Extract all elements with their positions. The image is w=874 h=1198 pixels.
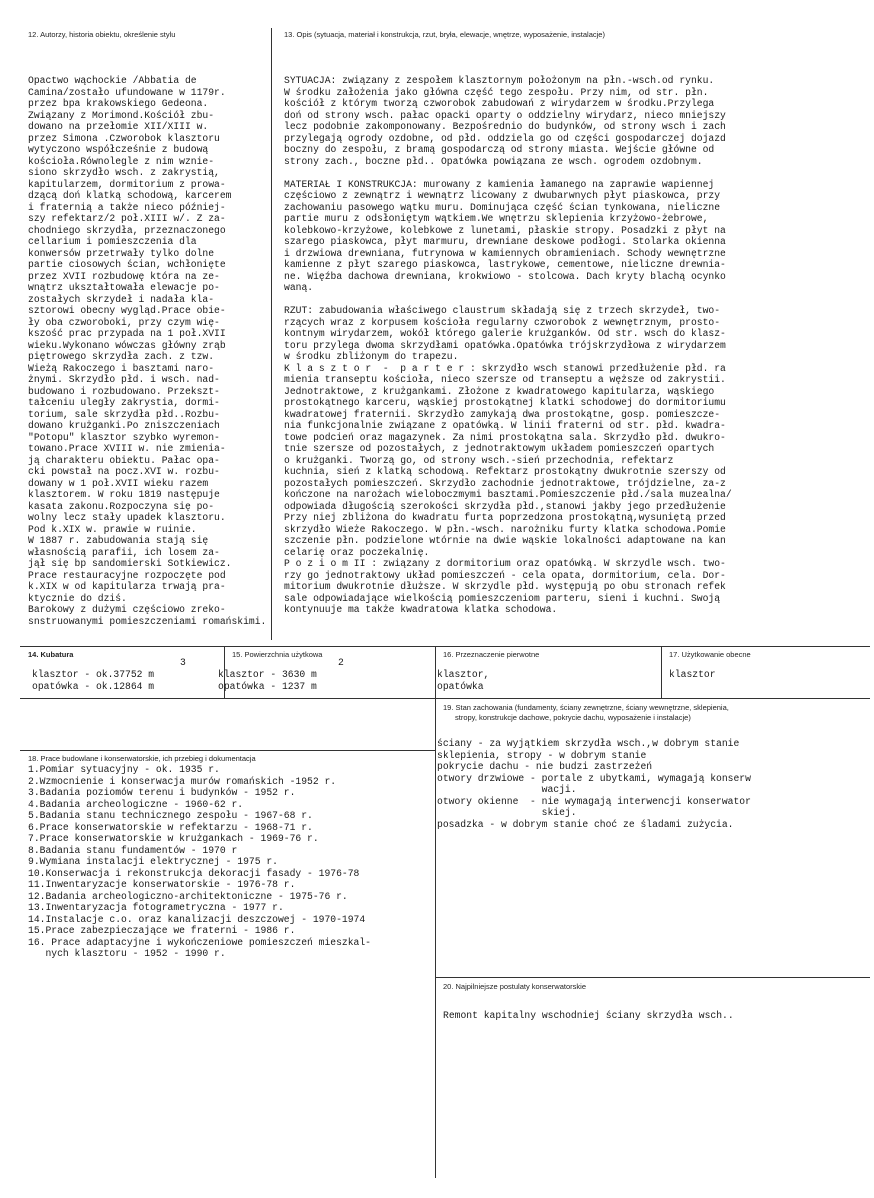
- history-line: Barokowy z dużymi częściowo zreko-: [28, 604, 226, 615]
- description-line: [284, 294, 864, 306]
- postulaty-text: Remont kapitalny wschodniej ściany skrzydła wsch..: [443, 1010, 734, 1021]
- history-line: wytyczono współcześnie z budową: [28, 144, 209, 155]
- uzytkowanie-value: klasztor: [669, 669, 716, 680]
- history-line: Wieżą Rakoczego i basztami naro-: [28, 362, 215, 374]
- description-line: doń od strony wsch. pałac opacki oparty o oddzielny wirydarz, nieco mniejszy: [284, 109, 726, 121]
- prace-item: 8.Badania stanu fundamentów - 1970 r: [28, 844, 238, 856]
- prace-item: 10.Konserwacja i rekonstrukcja dekoracji fasady - 1976-78: [28, 867, 360, 879]
- history-line: Związany z Morimond.Kościół zbu-: [28, 109, 215, 121]
- description-line: boczny do zespołu, z bramą gospodarczą od strony miasta. Wejście główne od: [284, 144, 715, 155]
- prace-item: 7.Prace konserwatorskie w krużgankach - 1969-76 r.: [28, 833, 319, 844]
- history-line: k.XIX w od kapitularza trwają pra-: [28, 581, 226, 592]
- description-line: RZUT: zabudowania właściwego claustrum składają się z trzech skrzydeł, two-: [284, 305, 721, 316]
- history-line: przez bpa krakowskiego Gedeona.: [28, 98, 209, 109]
- description-line: strony zach., boczne płd.. Opatówka powiązana ze wsch. ogrodem ozdobnym.: [284, 155, 703, 167]
- przeznaczenie-opatowka: opatówka: [437, 681, 484, 692]
- history-line: kszość prac przypada na 1 poł.XVII: [28, 328, 226, 339]
- box-divider-15-16: [435, 646, 436, 698]
- description-line: nia funkcjonalnie związane z opatówką. W linii fraterni od str. płd. kwadra-: [284, 420, 726, 431]
- history-line: Camina/zostało ufundowane w 1179r.: [28, 86, 226, 98]
- history-line: dowany w 1 poł.XVII wieku razem: [28, 477, 209, 489]
- description-line: przylegają ogrody ozdobne, od płd. oddziela go od części gospodarczej dojazd: [284, 132, 726, 144]
- history-line: ły oba czworoboki, przy czym wię-: [28, 316, 220, 328]
- history-line: dzącą doń klatką schodową, karcerem: [28, 190, 232, 201]
- history-line: towano.Prace XVIII w. nie zmienia-: [28, 443, 226, 454]
- history-line: piętrowego skrzydła zach. z tzw.: [28, 351, 215, 362]
- history-line: własnością parafii, ich losem za-: [28, 546, 220, 558]
- description-line: kościół z którym tworzą czworobok zabudowań z wirydarzem w środku.Przylega: [284, 98, 715, 109]
- description-line: zachowaniu pasowego wątku muru. Dominująca część ścian tynkowana, nieliczne: [284, 201, 721, 213]
- history-line: torium, sale skrzydła płd..Rozbu-: [28, 408, 220, 420]
- prace-item: 5.Badania stanu technicznego zespołu - 1967-68 r.: [28, 810, 313, 821]
- stan-line: skiej.: [437, 807, 577, 818]
- history-line: dowano na przełomie XII/XIII w.: [28, 121, 209, 132]
- prace-item: 14.Instalacje c.o. oraz kanalizacji deszczowej - 1970-1974: [28, 913, 366, 925]
- field-19-header-line2: stropy, konstrukcje dachowe, pokrycie dachu, wyposażenie i instalacje): [455, 713, 691, 722]
- description-line: sale odpowiadające wielkością pomieszczeniom parteru, sieni i kuchni. Swoją: [284, 592, 721, 604]
- description-text: [284, 75, 864, 616]
- description-line: celarię oraz poczekalnię.: [284, 546, 430, 558]
- history-line: Pod k.XIX w. prawie w ruinie.: [28, 523, 197, 535]
- field-12-header: 12. Autorzy, historia obiektu, określenie stylu: [28, 30, 176, 39]
- field-16-header: 16. Przeznaczenie pierwotne: [443, 650, 540, 659]
- prace-item: 4.Badania archeologiczne - 1960-62 r.: [28, 798, 244, 810]
- description-line: Jednotraktowe, z krużgankami. Złożone z kwadratowego kapitularza, wąskiego: [284, 385, 715, 397]
- history-line: "Potopu" klasztor szybko wyremon-: [28, 431, 220, 443]
- history-line: kasata zakonu.Rozpoczyna się po-: [28, 500, 215, 512]
- field-13-header: 13. Opis (sytuacja, materiał i konstrukcja, rzut, bryła, elewacje, wnętrze, wyposażenie, instalacje): [284, 30, 605, 39]
- description-line: Przy niej zbliżona do kwadratu furta poprzedzona prostokątną,wysuniętą przed: [284, 512, 726, 523]
- stan-line: ściany - za wyjątkiem skrzydła wsch.,w dobrym stanie: [437, 738, 740, 749]
- description-line: szarego piaskowca, płyt marmuru, drewniane deskowe podłogi. Stolarka okienna: [284, 236, 726, 247]
- row-divider-2: [20, 698, 870, 699]
- description-line: kolebkowo-krzyżowe, kolebkowe z lunetami, płaskie stropy. Posadzki z płyt na: [284, 224, 726, 236]
- history-line: wnątrz ukształtowała elewacje po-: [28, 282, 220, 293]
- history-line: cki powstał na pocz.XVI w. rozbu-: [28, 466, 220, 477]
- history-line: kapitularzem, dormitorium z prowa-: [28, 178, 226, 190]
- stan-line: wacji.: [437, 784, 577, 795]
- field-20-header: 20. Najpilniejsze postulaty konserwatorskie: [443, 982, 586, 991]
- kubatura-superscript: 3: [180, 657, 186, 668]
- description-line: K l a s z t o r - p a r t e r : skrzydło wsch stanowi przedłużenie płd. ra: [284, 362, 726, 374]
- prace-item: 2.Wzmocnienie i konserwacja murów romańskich -1952 r.: [28, 775, 337, 787]
- history-text: [28, 75, 278, 627]
- prace-item: nych klasztoru - 1952 - 1990 r.: [28, 948, 226, 959]
- kubatura-opatowka: opatówka - ok.12864 m: [32, 681, 155, 692]
- row-divider-1: [20, 646, 870, 647]
- history-line: Prace restauracyjne rozpoczęte pod: [28, 569, 226, 581]
- powierzchnia-klasztor: klasztor - 3630 m: [218, 669, 317, 680]
- history-line: budowano i rozbudowano. Przekszt-: [28, 385, 220, 397]
- history-line: tałceniu uległy zakrystia, dormi-: [28, 397, 220, 408]
- field-18-top-line: [20, 750, 435, 751]
- description-line: częściowo z zewnątrz i wewnątrz licowany z dwubarwnych płyt piaskowca, przy: [284, 190, 721, 201]
- description-line: kuchnia, sień z klatką schodową. Refektarz prostokątny dwukrotnie szerszy od: [284, 466, 726, 477]
- prace-item: 1.Pomiar sytuacyjny - ok. 1935 r.: [28, 764, 220, 775]
- description-line: towe podcień oraz magazynek. Za nimi prostokątna sala. Skrzydło płd. dwukro-: [284, 431, 726, 443]
- description-line: kwadratowej fraternii. Skrzydło zamykają dwa prostokątne, gosp. pomieszcze-: [284, 408, 721, 420]
- history-line: przez Simona .Czworobok klasztoru: [28, 132, 220, 144]
- history-line: cellarium i pomieszczenia dla: [28, 236, 197, 247]
- powierzchnia-opatowka: opatówka - 1237 m: [218, 681, 317, 692]
- history-line: przez XVII rozbudowę która na ze-: [28, 270, 220, 282]
- history-line: dowano krużganki.Po zniszczeniach: [28, 420, 220, 431]
- powierzchnia-superscript: 2: [338, 657, 344, 668]
- box-divider-16-17: [661, 646, 662, 698]
- prace-item: 9.Wymiana instalacji elektrycznej - 1975 r.: [28, 856, 278, 867]
- history-line: siono skrzydło wsch. z zakrystią,: [28, 167, 220, 178]
- history-line: jął się bp sandomierski Sotkiewicz.: [28, 558, 232, 569]
- prace-item: 15.Prace zabezpieczające we fraterni - 1986 r.: [28, 925, 296, 936]
- kubatura-klasztor: klasztor - ok.37752 m: [32, 669, 155, 680]
- history-line: szy refektarz/2 poł.XIII w/. Z za-: [28, 213, 226, 224]
- description-line: w środku zbliżonym do trapezu.: [284, 351, 459, 362]
- stan-line: pokrycie dachu - nie budzi zastrzeżeń: [437, 761, 653, 772]
- description-line: kamienne z płyt szarego piaskowca, lastrykowe, cementowe, nieliczne drewnia-: [284, 259, 726, 270]
- description-line: kontynuuje ma także kwadratowa klatka schodowa.: [284, 604, 558, 615]
- prace-list: [28, 764, 438, 960]
- field-18-header: 18. Prace budowlane i konserwatorskie, ich przebieg i dokumentacja: [28, 754, 256, 763]
- history-line: zostałych skrzydeł i nadała kla-: [28, 293, 215, 305]
- history-line: Opactwo wąchockie /Abbatia de: [28, 75, 197, 86]
- history-line: konwersów przetrwały tylko dolne: [28, 247, 215, 259]
- stan-line: otwory drzwiowe - portale z ubytkami, wymagają konserw: [437, 772, 751, 784]
- description-line: ne. Więźba dachowa drewniana, krokwiowo - stolcowa. Dach kryty blachą ocynko: [284, 270, 726, 282]
- prace-item: 11.Inwentaryzacje konserwatorskie - 1976-78 r.: [28, 879, 296, 890]
- description-line: i drzwiowa drewniana, futrynowa w kamiennych obramieniach. Schody wewnętrzne: [284, 247, 726, 259]
- description-line: mienia transeptu kościoła, nieco szersze od transeptu a węższe od zakrystii.: [284, 374, 726, 385]
- description-line: kończone na narożach wieloboczmymi basztami.Pomieszczenie płd./sala muzealna/: [284, 489, 732, 500]
- history-line: chodniego skrzydła, przeznaczonego: [28, 224, 226, 236]
- stan-line: posadzka - w dobrym stanie choć ze śladami zużycia.: [437, 818, 734, 830]
- history-line: ktycznie do dziś.: [28, 592, 127, 604]
- history-line: klasztorem. W roku 1819 następuje: [28, 489, 220, 500]
- description-line: SYTUACJA: związany z zespołem klasztornym położonym na płn.-wsch.od rynku.: [284, 75, 715, 86]
- description-line: MATERIAŁ I KONSTRUKCJA: murowany z kamienia łamanego na zaprawie wapiennej: [284, 178, 715, 190]
- description-line: rzy go jednotraktowy układ pomieszczeń - cela opata, dormitorium, cela. Dor-: [284, 569, 726, 581]
- field-14-header: 14. Kubatura: [28, 650, 74, 659]
- stan-line: sklepienia, stropy - w dobrym stanie: [437, 749, 647, 761]
- history-line: i fraternią a także nieco później-: [28, 201, 226, 213]
- history-line: wolny lecz stały upadek klasztoru.: [28, 512, 226, 523]
- description-line: rzących wraz z korpusem kościoła regularny czworobok z wewnętrznym, prosto-: [284, 316, 721, 328]
- description-line: toru przylega dwoma skrzydłami opatówka.Opatówka trójskrzydłowa z wirydarzem: [284, 339, 726, 351]
- description-line: W środku założenia jako główna część tego zespołu. Przy nim, od str. płn.: [284, 86, 709, 98]
- history-line: wieku.Wykonano wówczas główny zrąb: [28, 339, 226, 351]
- description-line: pozostałych pomieszczeń. Skrzydło zachodnie jednotraktowe, trójdzielne, za-z: [284, 477, 726, 489]
- description-line: waną.: [284, 282, 314, 293]
- description-line: skrzydło Wieże Rakoczego. W płn.-wsch. narożniku furty klatka schodowa.Pomie: [284, 523, 726, 535]
- description-line: mitorium dwukrotnie dłuższe. W skrzydle płd. występują po obu stronach refek: [284, 581, 726, 592]
- description-line: tnie szersze od pozostałych, z jednotraktowym układem pomieszczeń opartych: [284, 443, 715, 454]
- description-line: szczenie płn. podzielone wtórnie na dwie wąskie lokalności adaptowane na kan: [284, 535, 726, 546]
- description-line: prostokątnego karceru, wąskiej prostokątnej klatki schodowej do dormitoriumu: [284, 397, 726, 408]
- history-line: żnymi. Skrzydło płd. i wsch. nad-: [28, 374, 220, 385]
- description-line: odpowiada długością szerokości skrzydła płd.,stanowi jakby jego przedłużenie: [284, 500, 726, 512]
- stan-zachowania-text: [437, 738, 867, 830]
- field-20-top-line: [435, 977, 870, 978]
- field-19-header-line1: 19. Stan zachowania (fundamenty, ściany zewnętrzne, ściany wewnętrzne, sklepienia,: [443, 703, 729, 712]
- prace-item: 16. Prace adaptacyjne i wykończeniowe pomieszczeń mieszkal-: [28, 936, 371, 948]
- prace-item: 3.Badania poziomów terenu i budynków - 1952 r.: [28, 787, 296, 798]
- description-line: o krużganki. Tworzą go, od strony wsch.-sień przechodnia, refektarz: [284, 454, 674, 466]
- description-line: lecz podobnie zakomponowany. Bezpośrednio do budynków, od strony wsch i zach: [284, 121, 726, 132]
- history-line: kościoła.Równolegle z nim wznie-: [28, 155, 215, 167]
- stan-line: otwory okienne - nie wymagają interwencji konserwator: [437, 795, 751, 807]
- prace-item: 6.Prace konserwatorskie w refektarzu - 1968-71 r.: [28, 821, 313, 833]
- history-line: W 1887 r. zabudowania stają się: [28, 535, 209, 546]
- przeznaczenie-klasztor: klasztor,: [437, 669, 490, 680]
- field-17-header: 17. Użytkowanie obecne: [669, 650, 751, 659]
- description-line: partie muru z odsłoniętym wątkiem.We wnętrzu sklepienia krzyżowo-żebrowe,: [284, 213, 709, 224]
- description-line: P o z i o m II : związany z dormitorium oraz opatówką. W skrzydle wsch. two-: [284, 558, 726, 569]
- history-line: partie ciosowych ścian, wchłonięte: [28, 259, 226, 270]
- prace-item: 12.Badania archeologiczno-architektoniczne - 1975-76 r.: [28, 890, 348, 902]
- field-15-header: 15. Powierzchnia użytkowa: [232, 650, 323, 659]
- prace-item: 13.Inwentaryzacja fotogrametryczna - 1977 r.: [28, 902, 284, 913]
- history-line: ją charakteru obiektu. Pałac opa-: [28, 454, 220, 466]
- history-line: snstruowanymi pomieszczeniami romańskimi.: [28, 615, 267, 627]
- description-line: kontnym wirydarzem, wokół którego galerie krużganków. Od str. wsch do klasz-: [284, 328, 726, 339]
- description-line: [284, 167, 864, 179]
- history-line: sztorowi obecny wygląd.Prace obie-: [28, 305, 226, 316]
